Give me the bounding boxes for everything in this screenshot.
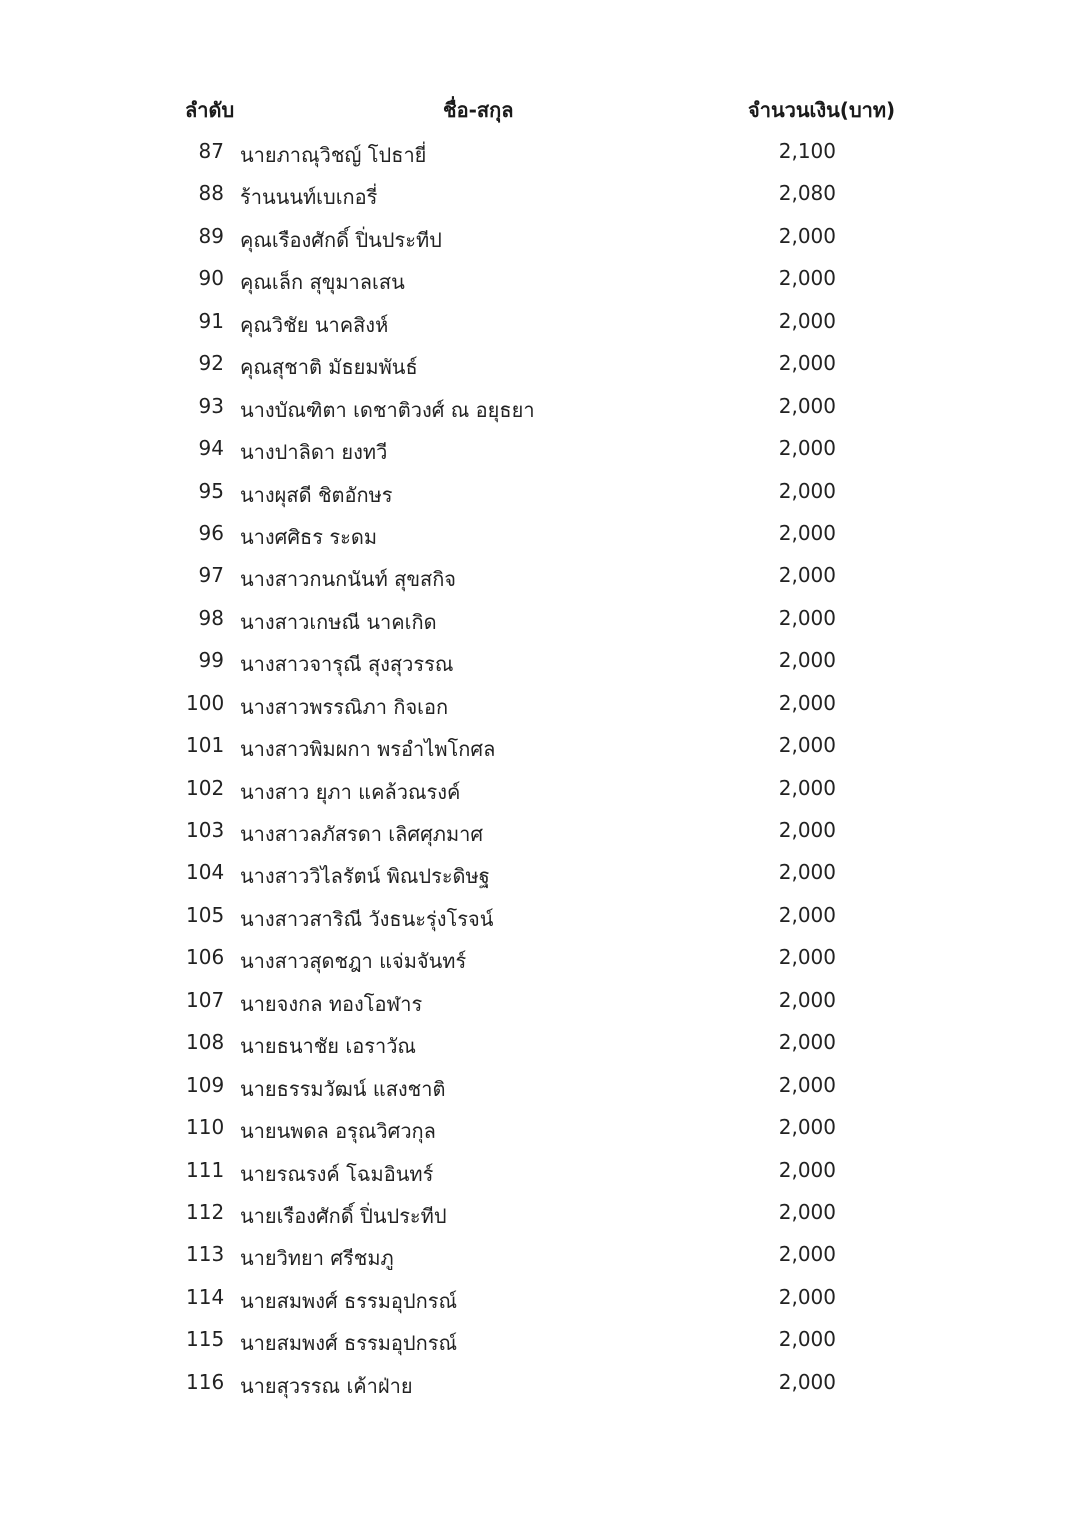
row-name: นางสาววิไลรัตน์ พิณประดิษฐ — [240, 864, 490, 889]
row-sequence: 102 — [186, 775, 225, 800]
row-amount: 2,000 — [778, 393, 836, 418]
row-amount: 2,000 — [778, 1242, 836, 1267]
row-sequence: 112 — [186, 1199, 225, 1224]
row-amount: 2,000 — [778, 605, 836, 630]
row-sequence: 109 — [186, 1072, 225, 1097]
row-sequence: 93 — [198, 393, 224, 418]
row-amount: 2,000 — [778, 1072, 836, 1097]
row-name: นายสุวรรณ เค้าฝ่าย — [240, 1373, 413, 1398]
row-sequence: 100 — [186, 690, 225, 715]
row-name: คุณสุชาติ มัธยมพันธ์ — [240, 355, 418, 380]
row-amount: 2,000 — [778, 1157, 836, 1182]
row-name: นางสาวเกษณี นาคเกิด — [240, 609, 437, 634]
row-amount: 2,000 — [778, 945, 836, 970]
row-amount: 2,000 — [778, 563, 836, 588]
row-sequence: 108 — [186, 1030, 225, 1055]
row-sequence: 98 — [198, 605, 224, 630]
row-name: นางปาลิดา ยงทวี — [240, 440, 388, 465]
row-sequence: 89 — [198, 223, 224, 248]
row-amount: 2,000 — [778, 1115, 836, 1140]
row-name: นางศศิธร ระดม — [240, 524, 378, 549]
table-row — [0, 1360, 1076, 1402]
table-row — [0, 171, 1076, 213]
header-name: ชื่อ-สกุล — [443, 98, 514, 122]
row-amount: 2,000 — [778, 308, 836, 333]
table-row — [0, 1020, 1076, 1062]
row-amount: 2,000 — [778, 902, 836, 927]
table-row — [0, 1105, 1076, 1147]
table-header — [0, 86, 1076, 126]
row-amount: 2,000 — [778, 478, 836, 503]
row-name: นายภาณุวิชญ์ โปธายี่ — [240, 143, 427, 167]
row-name: นางสาวสาริณี วังธนะรุ่งโรจน์ — [240, 906, 494, 931]
row-sequence: 111 — [186, 1157, 225, 1182]
table-row — [0, 256, 1076, 298]
donor-list — [0, 129, 1076, 1402]
row-name: นางสาวลภัสรดา เลิศศุภมาศ — [240, 822, 484, 846]
table-row — [0, 129, 1076, 171]
row-amount: 2,000 — [778, 860, 836, 885]
row-sequence: 106 — [186, 945, 225, 970]
row-amount: 2,000 — [778, 1199, 836, 1224]
row-amount: 2,000 — [778, 648, 836, 673]
row-amount: 2,000 — [778, 733, 836, 758]
table-row — [0, 766, 1076, 808]
table-row — [0, 935, 1076, 977]
row-amount: 2,080 — [778, 181, 836, 206]
row-amount: 2,000 — [778, 223, 836, 248]
row-sequence: 101 — [186, 733, 225, 758]
row-sequence: 90 — [198, 266, 224, 291]
table-row — [0, 1063, 1076, 1105]
row-sequence: 105 — [186, 902, 225, 927]
table-row — [0, 596, 1076, 638]
row-sequence: 103 — [186, 818, 225, 842]
row-name: นางสาวจารุณี สุงสุวรรณ — [240, 652, 454, 677]
row-amount: 2,000 — [778, 1369, 836, 1394]
row-name: นางสาวกนกนันท์ สุขสกิจ — [240, 567, 457, 592]
row-name: นางสาวพรรณิภา กิจเอก — [240, 694, 449, 719]
row-sequence: 107 — [186, 987, 225, 1012]
row-amount: 2,000 — [778, 987, 836, 1012]
row-sequence: 94 — [198, 436, 224, 461]
table-row — [0, 469, 1076, 511]
row-amount: 2,100 — [778, 139, 836, 163]
row-sequence: 92 — [198, 351, 224, 376]
table-row — [0, 638, 1076, 680]
row-sequence: 88 — [198, 181, 224, 206]
row-sequence: 96 — [198, 520, 224, 545]
row-amount: 2,000 — [778, 266, 836, 291]
table-row — [0, 893, 1076, 935]
row-amount: 2,000 — [778, 520, 836, 545]
row-amount: 2,000 — [778, 690, 836, 715]
row-name: คุณเรืองศักดิ์ ปิ่นประทีป — [240, 227, 442, 252]
row-name: นายวิทยา ศรีชมภู — [240, 1246, 394, 1271]
table-row — [0, 978, 1076, 1020]
row-name: นางผุสดี ชิตอักษร — [240, 482, 393, 507]
table-row — [0, 681, 1076, 723]
table-row — [0, 214, 1076, 256]
row-name: นายนพดล อรุณวิศวกุล — [240, 1119, 436, 1144]
table-row — [0, 553, 1076, 595]
table-row — [0, 384, 1076, 426]
row-sequence: 116 — [186, 1369, 225, 1394]
row-amount: 2,000 — [778, 351, 836, 376]
table-row — [0, 1148, 1076, 1190]
table-row — [0, 1190, 1076, 1232]
row-sequence: 110 — [186, 1115, 225, 1140]
row-sequence: 113 — [186, 1242, 225, 1267]
row-sequence: 104 — [186, 860, 225, 885]
table-row — [0, 341, 1076, 383]
row-sequence: 99 — [198, 648, 224, 673]
row-name: นางบัณฑิตา เดชาติวงศ์ ณ อยุธยา — [240, 397, 535, 422]
table-row — [0, 511, 1076, 553]
row-name: นางสาว ยุภา แคล้วณรงค์ — [240, 779, 461, 804]
row-name: นายธรรมวัฒน์ แสงชาติ — [240, 1076, 446, 1101]
row-amount: 2,000 — [778, 818, 836, 842]
table-row — [0, 723, 1076, 765]
table-row — [0, 1317, 1076, 1359]
row-sequence: 97 — [198, 563, 224, 588]
header-sequence: ลำดับ — [185, 98, 235, 122]
table-row — [0, 426, 1076, 468]
row-sequence: 87 — [198, 139, 224, 163]
row-name: ร้านนนท์เบเกอรี่ — [240, 185, 378, 210]
header-amount: จำนวนเงิน(บาท) — [748, 98, 896, 122]
row-name: นายจงกล ทองโอฬาร — [240, 991, 423, 1016]
row-amount: 2,000 — [778, 436, 836, 461]
table-row — [0, 808, 1076, 850]
row-name: คุณวิชัย นาคสิงห์ — [240, 312, 389, 337]
row-sequence: 114 — [186, 1284, 225, 1309]
row-sequence: 115 — [186, 1327, 225, 1352]
row-amount: 2,000 — [778, 1030, 836, 1055]
row-name: นางสาวพิมผกา พรอำไพโกศล — [240, 737, 496, 762]
row-amount: 2,000 — [778, 1327, 836, 1352]
table-row — [0, 299, 1076, 341]
row-name: นางสาวสุดชฎา แจ่มจันทร์ — [240, 949, 467, 974]
row-sequence: 91 — [198, 308, 224, 333]
table-row — [0, 1275, 1076, 1317]
row-name: นายรณรงค์ โฉมอินทร์ — [240, 1161, 434, 1186]
row-amount: 2,000 — [778, 775, 836, 800]
row-name: นายสมพงศ์ ธรรมอุปกรณ์ — [240, 1288, 458, 1313]
row-name: คุณเล็ก สุขุมาลเสน — [240, 270, 405, 295]
row-name: นายธนาชัย เอราวัณ — [240, 1034, 416, 1059]
row-name: นายเรืองศักดิ์ ปิ่นประทีป — [240, 1203, 447, 1228]
row-name: นายสมพงศ์ ธรรมอุปกรณ์ — [240, 1331, 458, 1356]
table-row — [0, 850, 1076, 892]
row-sequence: 95 — [198, 478, 224, 503]
row-amount: 2,000 — [778, 1284, 836, 1309]
table-row — [0, 1232, 1076, 1274]
